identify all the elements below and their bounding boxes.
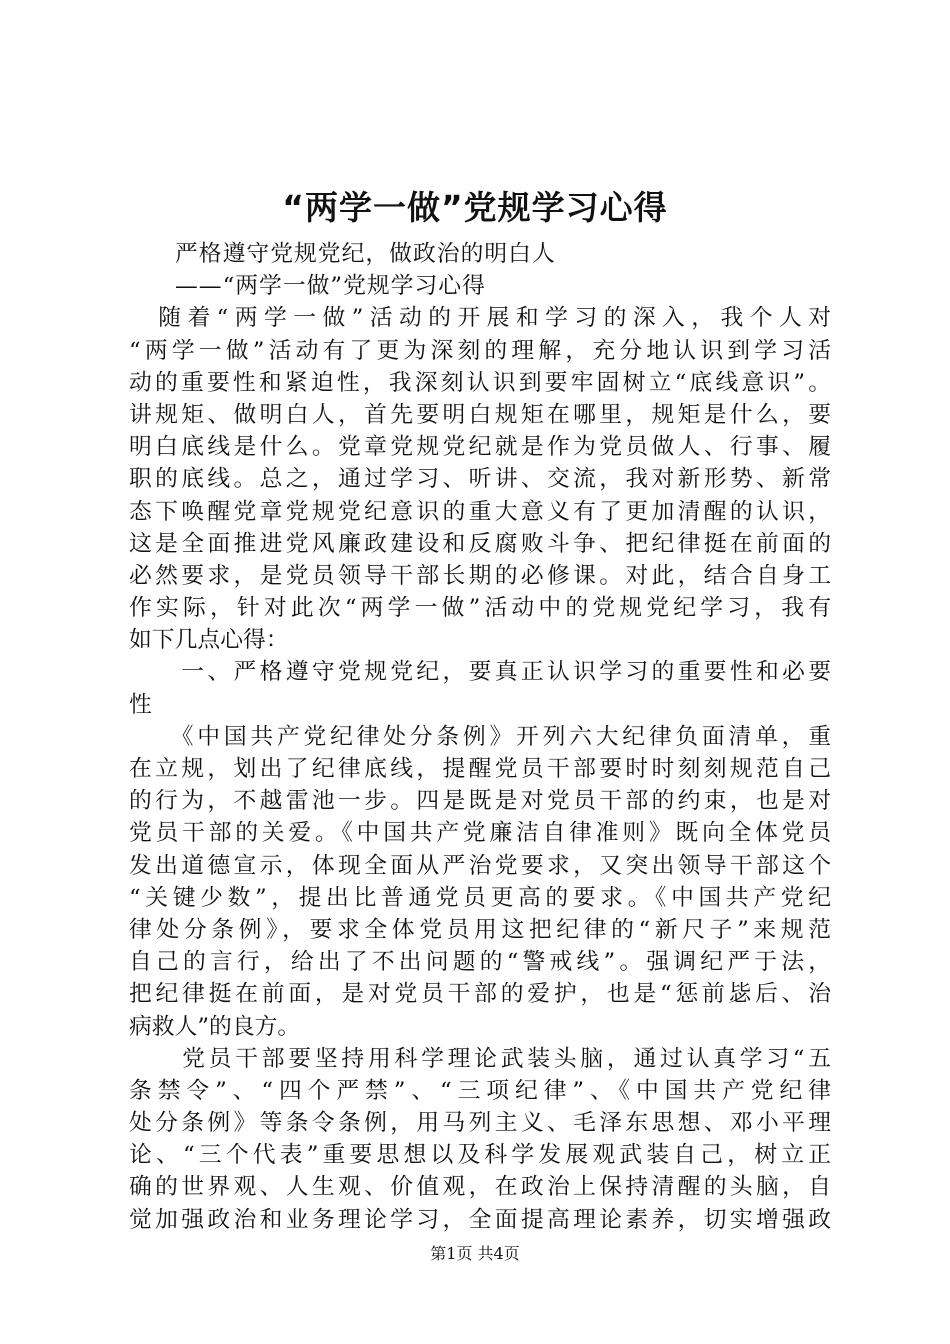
text-line: 在立规，划出了纪律底线，提醒党员干部要时时刻刻规范自己 — [129, 756, 831, 782]
subtitle-line: ——“两学一做”党规学习心得 — [175, 273, 486, 300]
text-line: 觉加强政治和业务理论学习，全面提高理论素养，切实增强政 — [129, 1206, 831, 1233]
text-line: 条禁令”、“四个严禁”、“三项纪律”、《中国共产党纪律 — [129, 1077, 831, 1104]
text-line: 必然要求，是党员领导干部长期的必修课。对此，结合自身工 — [129, 562, 831, 589]
text-line: 如下几点心得： — [129, 627, 289, 654]
text-line: 党员干部的关爱。《中国共产党廉洁自律准则》既向全体党员 — [129, 820, 831, 847]
document-body — [129, 238, 831, 1236]
text-line: 职的底线。总之，通过学习、听讲、交流，我对新形势、新常 — [129, 466, 831, 493]
section-heading-1 — [129, 656, 831, 720]
text-line: 把纪律挺在前面，是对党员干部的爱护，也是“惩前毖后、治 — [129, 981, 831, 1008]
text-line: 讲规矩、做明白人，首先要明白规矩在哪里，规矩是什么，要 — [129, 401, 831, 428]
text-line: 《中国共产党纪律处分条例》开列六大纪律负面清单，重 — [129, 723, 831, 750]
text-line: 自己的言行，给出了不出问题的“警戒线”。强调纪严于法， — [129, 949, 831, 976]
document-title: “两学一做”党规学习心得 — [282, 188, 668, 227]
text-line: 律处分条例》，要求全体党员用这把纪律的“新尺子”来规范 — [129, 916, 831, 943]
text-line: 一、严格遵守党规党纪，要真正认识学习的重要性和必要 — [129, 659, 831, 686]
text-line: 党员干部要坚持用科学理论武装头脑，通过认真学习“五 — [129, 1045, 831, 1072]
text-line: 病救人”的良方。 — [129, 1013, 301, 1040]
text-line: 随着“两学一做”活动的开展和学习的深入，我个人对 — [129, 305, 831, 332]
paragraph-theory — [129, 1043, 831, 1236]
text-line: 明白底线是什么。党章党规党纪就是作为党员做人、行事、履 — [129, 434, 831, 461]
text-line: 的行为，不越雷池一步。四是既是对党员干部的约束，也是对 — [129, 788, 831, 815]
page-number-footer: 第1页 共4页 — [430, 1244, 520, 1263]
text-line: 处分条例》等条令条例，用马列主义、毛泽东思想、邓小平理 — [129, 1110, 831, 1137]
paragraph-intro — [129, 302, 831, 656]
text-line: 发出道德宣示，体现全面从严治党要求，又突出领导干部这个 — [129, 852, 831, 879]
text-line: 作实际，针对此次“两学一做”活动中的党规党纪学习，我有 — [129, 595, 831, 622]
text-line: “关键少数”，提出比普通党员更高的要求。《中国共产党纪 — [129, 884, 831, 911]
text-line: 这是全面推进党风廉政建设和反腐败斗争、把纪律挺在前面的 — [129, 530, 831, 557]
text-line: “两学一做”活动有了更为深刻的理解，充分地认识到学习活 — [129, 337, 831, 364]
paragraph-regulations — [129, 721, 831, 1043]
text-line: 性 — [129, 691, 152, 718]
text-line: 论、“三个代表”重要思想以及科学发展观武装自己，树立正 — [129, 1142, 831, 1169]
subtitle-line: 严格遵守党规党纪，做政治的明白人 — [175, 241, 556, 267]
text-line: 动的重要性和紧迫性，我深刻认识到要牢固树立“底线意识”。 — [129, 369, 831, 396]
text-line: 确的世界观、人生观、价值观，在政治上保持清醒的头脑，自 — [129, 1174, 831, 1201]
text-line: 态下唤醒党章党规党纪意识的重大意义有了更加清醒的认识， — [129, 498, 831, 525]
